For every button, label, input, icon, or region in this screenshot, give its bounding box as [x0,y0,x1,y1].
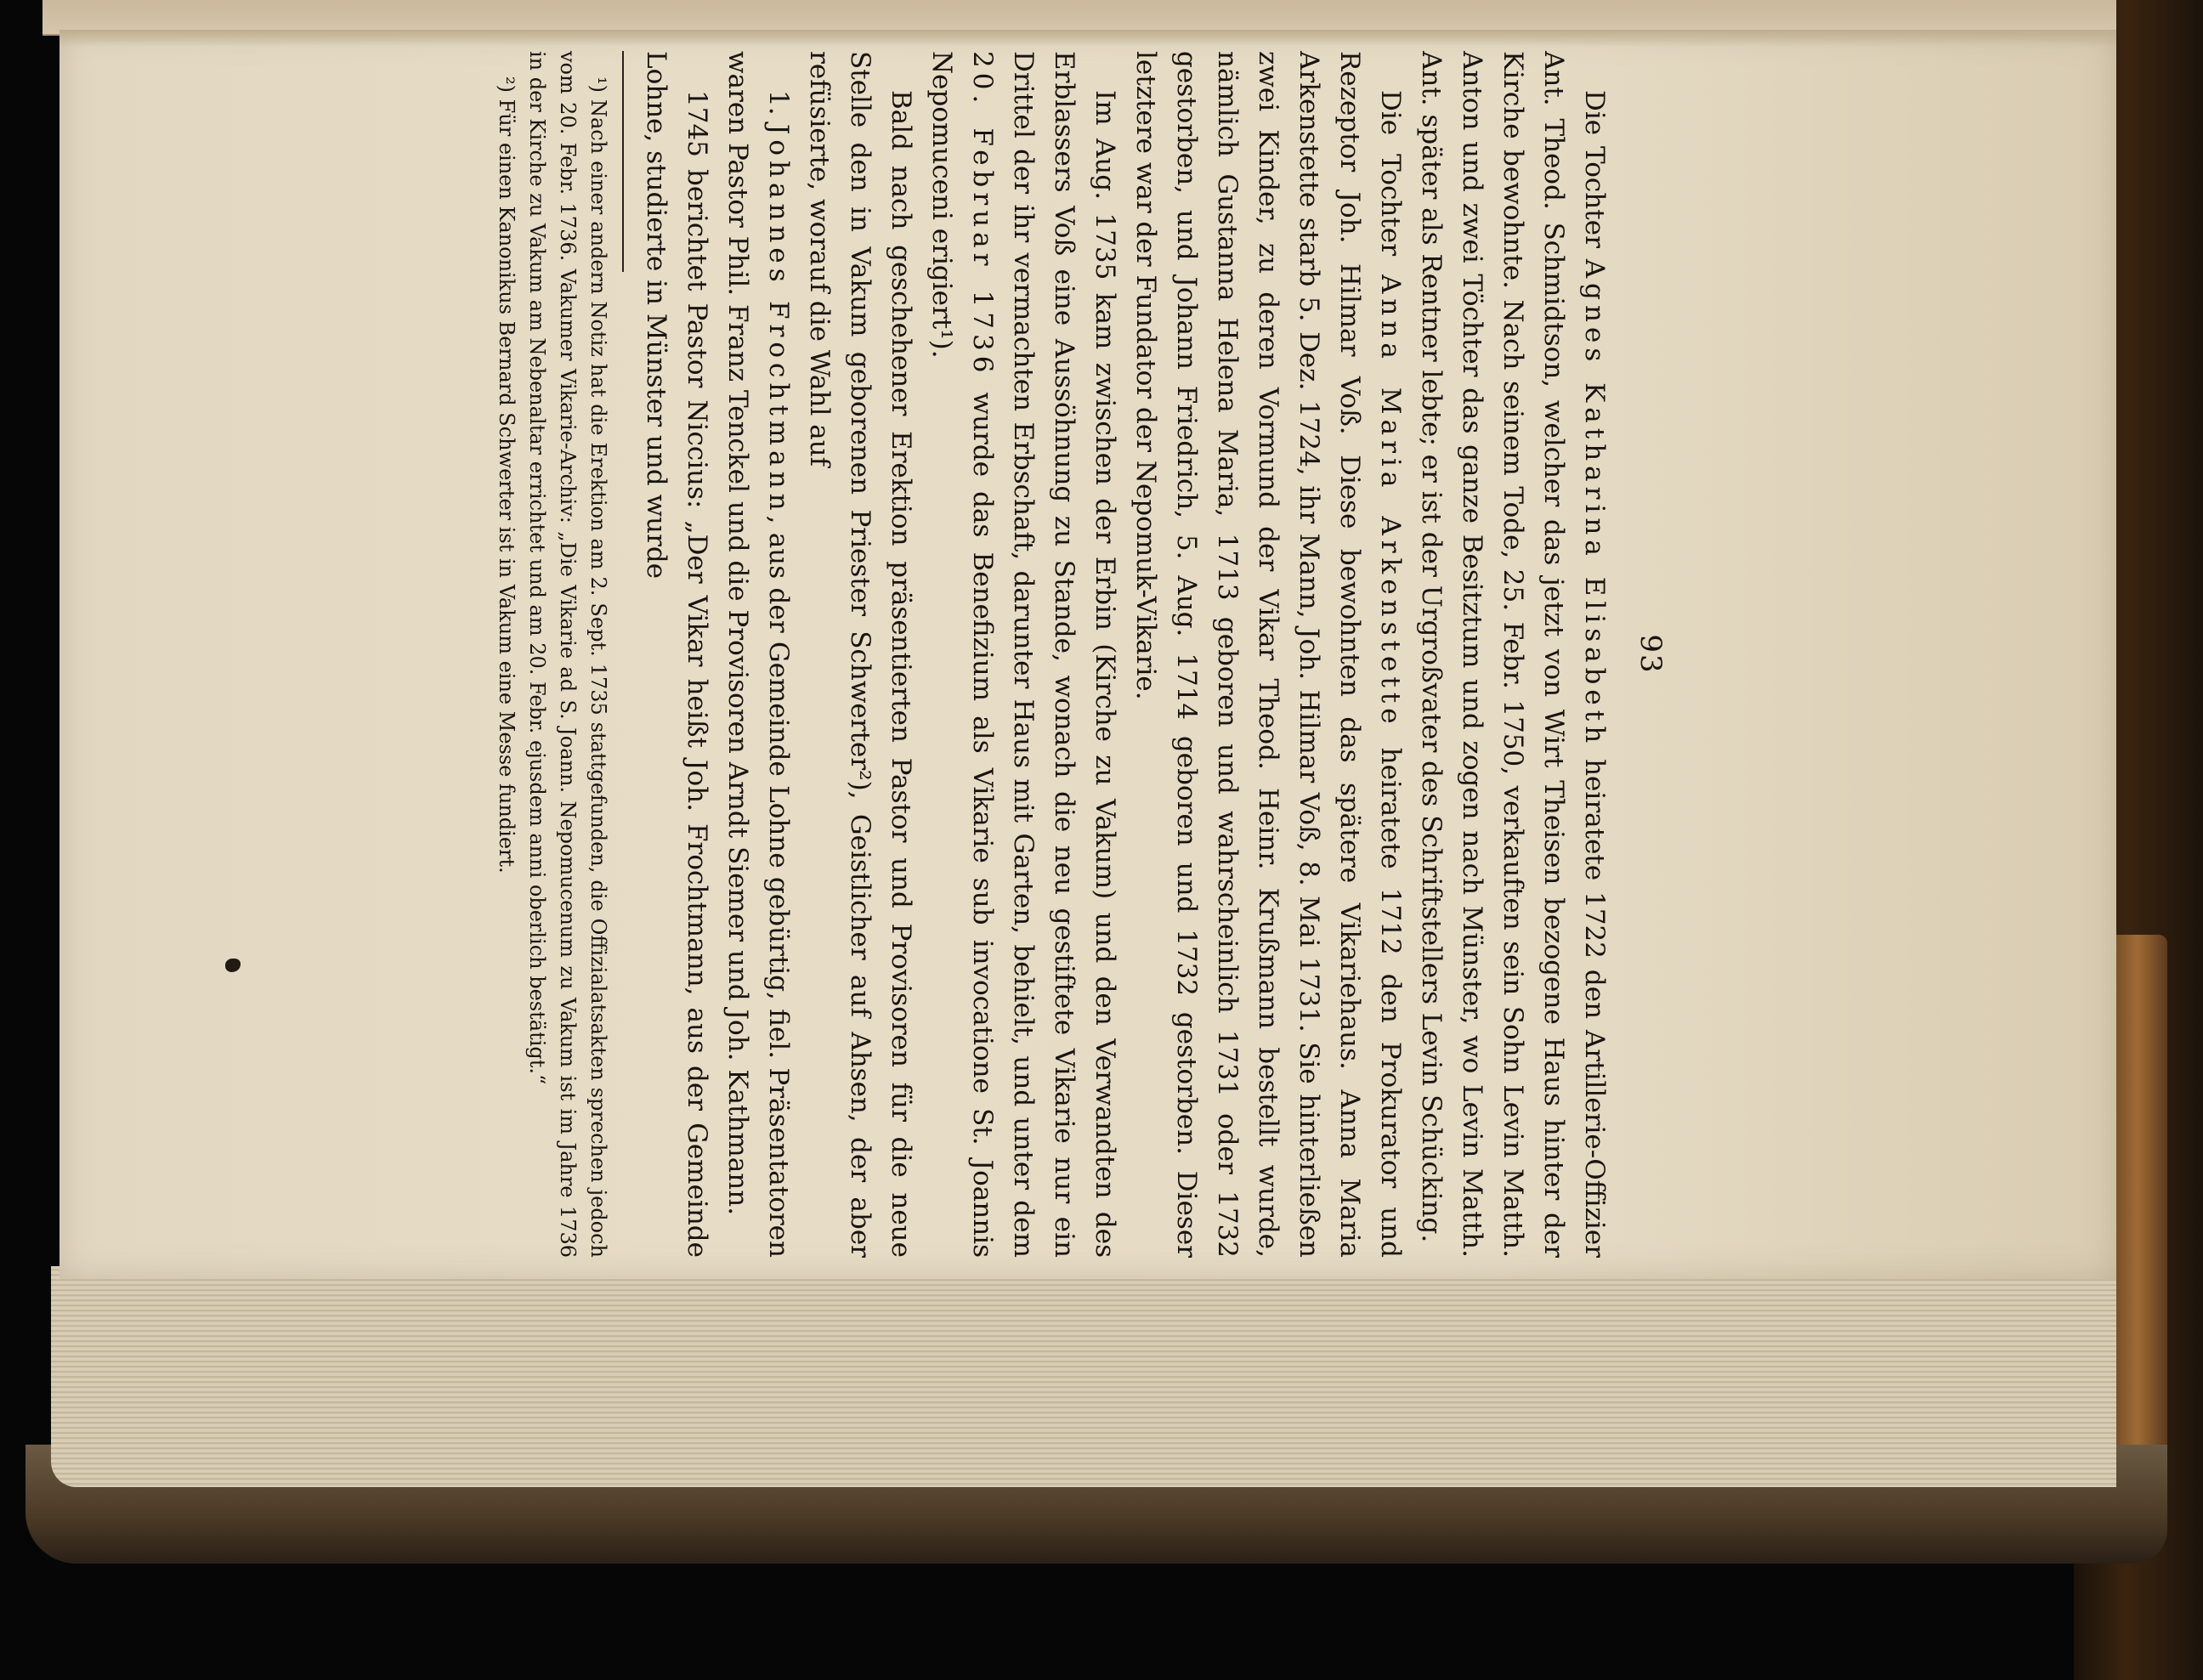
paragraph [799,51,921,1258]
paragraph-text: , aus der Gemeinde Lohne gebürtig, fiel. Präsentatoren waren Pastor Phil. Franz Tenckel und die Provisoren Arndt Siemer und Joh. Kathmann. [722,51,794,1258]
paragraph [1125,51,1411,1258]
page-number: 93 [1634,634,1668,675]
footnote: ¹) Nach einer andern Notiz hat die Erektion am 2. Sept. 1735 stattgefunden, die Offizialatsakten sprechen jedoch vom 20. Febr. 1736. Vakumer Vikarie-Archiv: „Die Vikarie ad S. Joann. Nepomucenum zu Vakum ist im Jahre 1736 in der Kirche zu Vakum am Nebenaltar errichtet und am 20. Febr. ejusdem anni oberlich bestätigt.“ [525,51,610,1258]
page-text-block [491,51,1668,1258]
footnote: ²) Für einen Kanonikus Bernard Schwerter ist in Vakum eine Messe fundiert. [495,76,518,874]
paragraph [636,51,717,1258]
paragraph-text: Bald nach geschehener Erektion präsentierten Pastor und Provisoren für die neue Stelle den in Vakum geborenen Priester Schwerter²), Geistlicher auf Ahsen, der aber refüsierte, worauf die Wahl auf [804,51,916,1258]
paragraph-text: Die Tochter [1375,90,1406,275]
paragraph-text: Im Aug. 1735 kam zwischen der Erbin (Kirche zu Vakum) und den Verwandten des Erblassers Voß eine Aussöhnung zu Stande, wonach die neu gestiftete Vikarie nur ein Drittel der ihr vermachten Erbschaft, darunter Haus mit Garten, behielt, und unter dem [1008,51,1120,1258]
spaced-name: Johannes Frochtmann [763,123,794,516]
paragraph [1411,51,1615,1258]
page-fold-shadow [59,30,2116,47]
paragraph-text: wurde das Benefizium als Vikarie sub invocatione St. Joannis Nepomuceni erigiert¹). [926,51,998,1258]
spaced-date: 20. Februar 1736 [967,51,998,378]
paragraph-text: heiratete 1712 den Prokurator und Rezeptor Joh. Hilmar Voß. Diese bewohnten das spätere Vikariehaus. Anna Maria Arkenstette starb 5. Dez. 1724, ihr Mann, Joh. Hilmar Voß, 8. Mai 1731. Sie hinterließen zwei Kinder, zu deren Vormund der Vikar Theod. Heinr. Krußmann bestellt wurde, nämlich Gustanna Helena Maria, 1713 geboren und wahrscheinlich 1731 oder 1732 gestorben, und Johann Friedrich, 5. Aug. 1714 geboren und 1732 gestorben. Dieser letztere war der Fundator der Nepomuk-Vikarie. [1130,51,1406,1258]
spaced-name: Agnes Katharina Elisabeth [1579,258,1610,749]
footnote-rule [622,51,624,272]
cover-corner [2108,935,2167,1513]
spaced-name: Anna Maria Arkenstette [1375,274,1406,729]
page-stack-edges [51,1266,2116,1487]
paragraph [921,51,1125,1258]
paragraph-text: heiratete 1722 den Artillerie-Offizier Ant. Theod. Schmidtson, welcher das jetzt von Wirt Theisen bezogene Haus hinter der Kirche bewohnte. Nach seinem Tode, 25. Febr. 1750, verkauften sein Sohn Levin Matth. Anton und zwei Töchter das ganze Besitztum und zogen nach Münster, wo Levin Matth. Ant. später als Rentner lebte; er ist der Urgroßvater des Schriftstellers Levin Schücking. [1416,51,1610,1258]
paragraph-text: 1745 berichtet Pastor Niccius: „Der Vikar heißt Joh. Frochtmann, aus der Gemeinde Lohne, studierte in Münster und wurde [641,51,712,1258]
paragraph-text: Die Tochter [1579,90,1610,259]
paragraph-text: 1. [763,90,794,124]
paragraph [717,51,799,1258]
